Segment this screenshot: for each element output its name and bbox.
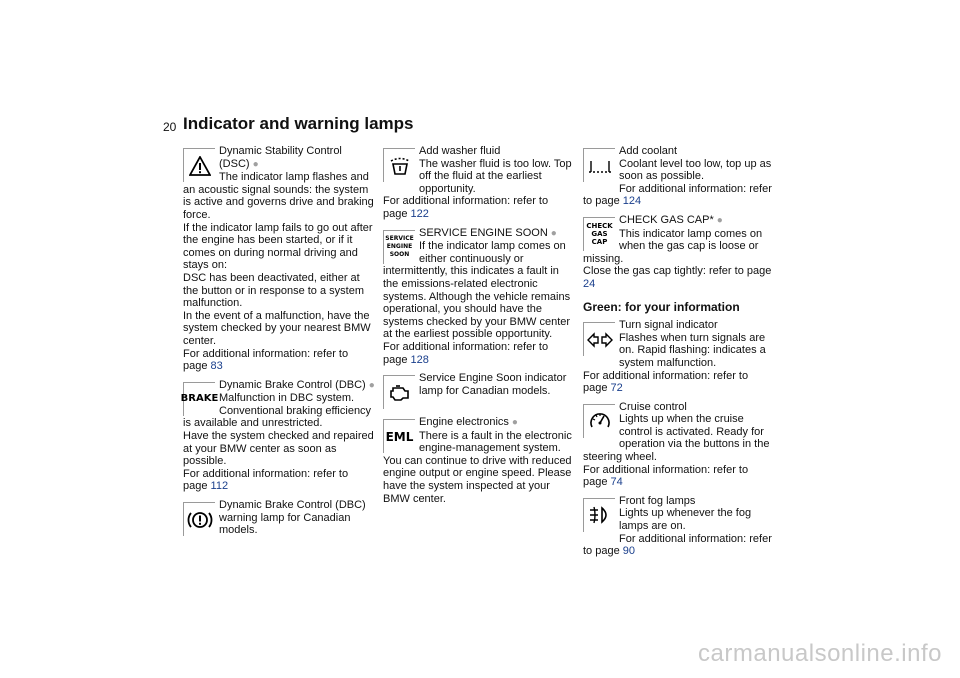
cruise-control-icon [583,404,615,438]
dbc-text-1: Malfunction in DBC system. Conventional braking efficiency is available and unrestricted. [183,392,372,430]
dbc-page-link[interactable]: 112 [210,480,229,493]
dsc-text-2: If the indicator lamp fails to go out after the engine has been started, or if it comes on during normal driving and stays on: [183,221,373,272]
eml-text-1: There is a fault in the electronic engine-management system. [419,429,572,455]
cruise-ref: For additional information: refer to page [583,463,749,489]
fog-title: Front fog lamps [619,494,696,507]
cruise-title: Cruise control [619,400,687,413]
page-title: Indicator and warning lamps [183,114,414,133]
gascap-icon-line-1: CHECK [586,222,613,231]
ses-canada-text: Service Engine Soon indicator lamp for Canadian models. [419,372,567,397]
dsc-text-4: In the event of a malfunction, have the system checked by your nearest BMW center. [183,309,371,347]
page-number: 20 [163,120,177,134]
turn-signal-icon [583,322,615,356]
bullet-icon: ● [368,379,375,391]
cruise-text: Lights up when the cruise control is activated. Ready for operation via the buttons in the steering wheel. [583,413,770,464]
dbc-ref: For additional information: refer to page [183,467,349,493]
entry-coolant [583,145,775,208]
ses-icon-line-3: SOON [389,251,410,259]
dbc-text-2: Have the system checked and repaired at your BMW center as soon as possible. [183,430,374,468]
ses-text: If the indicator lamp comes on either continuously or intermittently, this indicates a fault in the emissions-related electronic systems. Although the vehicle remains operational, you should have the systems checked by your BMW center at the earliest possible opportunity. [383,240,571,341]
turn-page-link[interactable]: 72 [610,382,623,395]
bullet-icon: ● [511,417,518,429]
entry-fog [583,495,775,558]
dbc-title: Dynamic Brake Control (DBC) ● [219,378,375,391]
ses-title: SERVICE ENGINE SOON ● [419,226,557,239]
bullet-icon: ● [716,214,723,226]
bullet-icon: ● [252,158,259,170]
dsc-text-1: The indicator lamp flashes and an acoustic signal sounds: the system is active and governs drive and braking force. [183,171,374,221]
dbc-canada-text: Dynamic Brake Control (DBC) warning lamp for Canadian models. [219,499,366,537]
entry-dbc [180,378,375,493]
gascap-text-1: This indicator lamp comes on when the gas cap is loose or missing. [583,227,763,265]
entry-dsc [183,145,375,373]
entry-ses [383,227,575,367]
check-gas-cap-icon [583,217,615,251]
turn-title: Turn signal indicator [619,319,718,332]
fog-page-link[interactable]: 90 [622,545,636,558]
dsc-title: Dynamic Stability Control [219,145,342,157]
fog-text: Lights up whenever the fog lamps are on. [619,507,752,533]
front-fog-lamp-icon [583,498,615,532]
cruise-page-link[interactable]: 74 [610,476,623,489]
eml-text-2: You can continue to drive with reduced engine output or engine speed. Please have the system inspected at your BMW center. [383,454,572,505]
engine-icon [383,375,415,409]
washer-ref: For additional information: refer to page [383,195,549,220]
section-heading-green: Green: for your information [583,299,740,314]
dsc-text-3: DSC has been deactivated, either at the button or in response to a system malfunction. [183,271,364,310]
eml-icon [383,419,415,453]
column-1 [180,145,375,543]
dsc-warning-icon [183,148,215,182]
service-engine-soon-icon [383,230,415,264]
entry-eml [383,416,575,505]
entry-gas-cap [583,214,775,291]
entry-cruise [583,401,775,489]
ses-ref: For additional information: refer to page [383,340,549,366]
dsc-page-link[interactable]: 83 [210,360,223,373]
coolant-title: Add coolant [619,145,678,157]
gascap-title: CHECK GAS CAP* ● [619,213,723,226]
bullet-icon: ● [550,227,557,239]
turn-ref: For additional information: refer to page [583,369,749,395]
fog-ref: For additional information: refer to page [583,532,772,558]
coolant-ref: For additional information: refer to page [583,182,772,208]
brake-icon-text: BRAKE [180,393,219,405]
coolant-icon [583,148,615,182]
ses-page-link[interactable]: 128 [410,353,429,366]
coolant-page-link[interactable]: 124 [622,195,642,208]
dsc-title-abbr: (DSC) ● [219,157,259,170]
dsc-ref: For additional information: refer to page [183,347,349,373]
washer-text: The washer fluid is too low. Top off the fluid at the earliest opportunity. [419,157,572,195]
gascap-page-link[interactable]: 24 [583,277,596,290]
entry-ses-canada [383,372,575,410]
brake-icon [180,382,219,416]
ses-icon-line-1: SERVICE [385,235,414,243]
dbc-canada-icon [183,502,215,536]
gascap-text-2: Close the gas cap tightly: refer to page [583,265,772,278]
eml-icon-text: EML [385,429,414,444]
entry-washer [383,145,575,221]
coolant-text: Coolant level too low, top up as soon as possible. [619,157,772,183]
entry-dbc-canada [183,499,375,537]
washer-fluid-icon [383,148,415,182]
watermark: carmanualsonline.info [698,640,942,667]
gascap-icon-line-2: GAS CAP [591,230,608,247]
turn-text: Flashes when turn signals are on. Rapid flashing: indicates a system malfunction. [619,331,766,369]
washer-page-link[interactable]: 122 [410,207,429,220]
column-2 [383,145,575,511]
washer-title: Add washer fluid [419,145,501,157]
entry-turn-signal [583,319,775,395]
ses-icon-line-2: ENGINE [386,243,413,251]
column-3 [583,145,775,564]
eml-title: Engine electronics ● [419,416,518,429]
